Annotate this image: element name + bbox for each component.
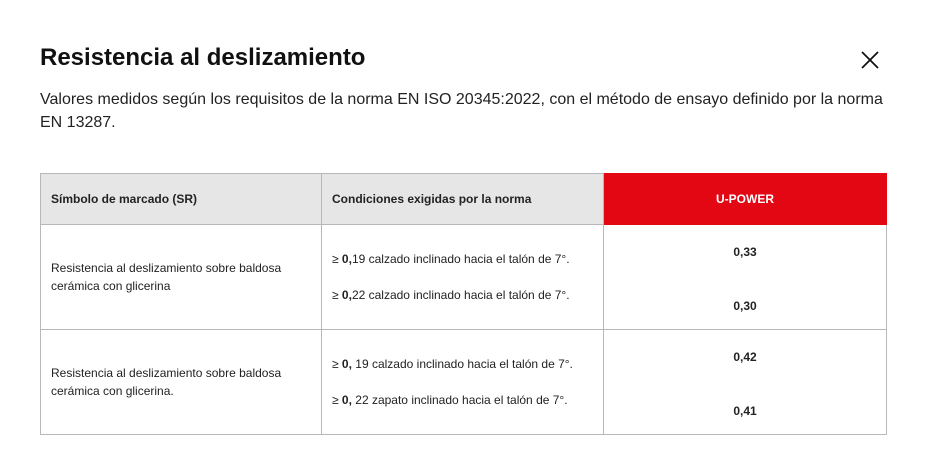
table-header-row xyxy=(41,174,887,225)
table-row xyxy=(41,225,887,330)
row-values xyxy=(604,330,887,435)
row-conditions xyxy=(322,330,604,435)
row-conditions xyxy=(322,225,604,330)
condition-bold: 0, xyxy=(341,252,352,266)
value: 0,42 xyxy=(733,350,757,364)
header-brand: U-POWER xyxy=(604,174,887,225)
condition-text: 19 calzado inclinado hacia el talón de 7°. xyxy=(351,252,570,266)
value: 0,41 xyxy=(733,404,757,418)
condition-prefix: ≥ xyxy=(332,393,342,407)
value: 0,33 xyxy=(733,245,757,259)
value: 0,30 xyxy=(733,299,757,313)
row-symbol: Resistencia al deslizamiento sobre baldosa cerámica con glicerina xyxy=(41,225,322,330)
header-symbol: Símbolo de marcado (SR) xyxy=(41,174,322,225)
condition-line xyxy=(332,250,593,268)
row-symbol: Resistencia al deslizamiento sobre baldosa cerámica con glicerina. xyxy=(41,330,322,435)
condition-line xyxy=(332,391,593,409)
condition-line xyxy=(332,286,593,304)
close-button[interactable] xyxy=(856,46,884,74)
condition-bold: 0, xyxy=(341,288,352,302)
modal-title: Resistencia al deslizamiento xyxy=(40,44,366,71)
condition-text: 22 zapato inclinado hacia el talón de 7°. xyxy=(351,393,568,407)
table-row xyxy=(41,330,887,435)
condition-prefix: ≥ xyxy=(332,357,342,371)
header-conditions: Condiciones exigidas por la norma xyxy=(322,174,604,225)
condition-line xyxy=(332,355,593,373)
slip-resistance-table xyxy=(40,173,887,435)
close-icon xyxy=(860,50,880,70)
condition-bold: 0, xyxy=(341,357,352,371)
row-values xyxy=(604,225,887,330)
condition-bold: 0, xyxy=(341,393,352,407)
condition-text: 22 calzado inclinado hacia el talón de 7°. xyxy=(351,288,570,302)
modal-description: Valores medidos según los requisitos de la norma EN ISO 20345:2022, con el método de ensayo definido por la norma EN 13287. xyxy=(40,91,883,131)
condition-prefix: ≥ xyxy=(332,252,342,266)
condition-text: 19 calzado inclinado hacia el talón de 7°. xyxy=(351,357,573,371)
condition-prefix: ≥ xyxy=(332,288,342,302)
